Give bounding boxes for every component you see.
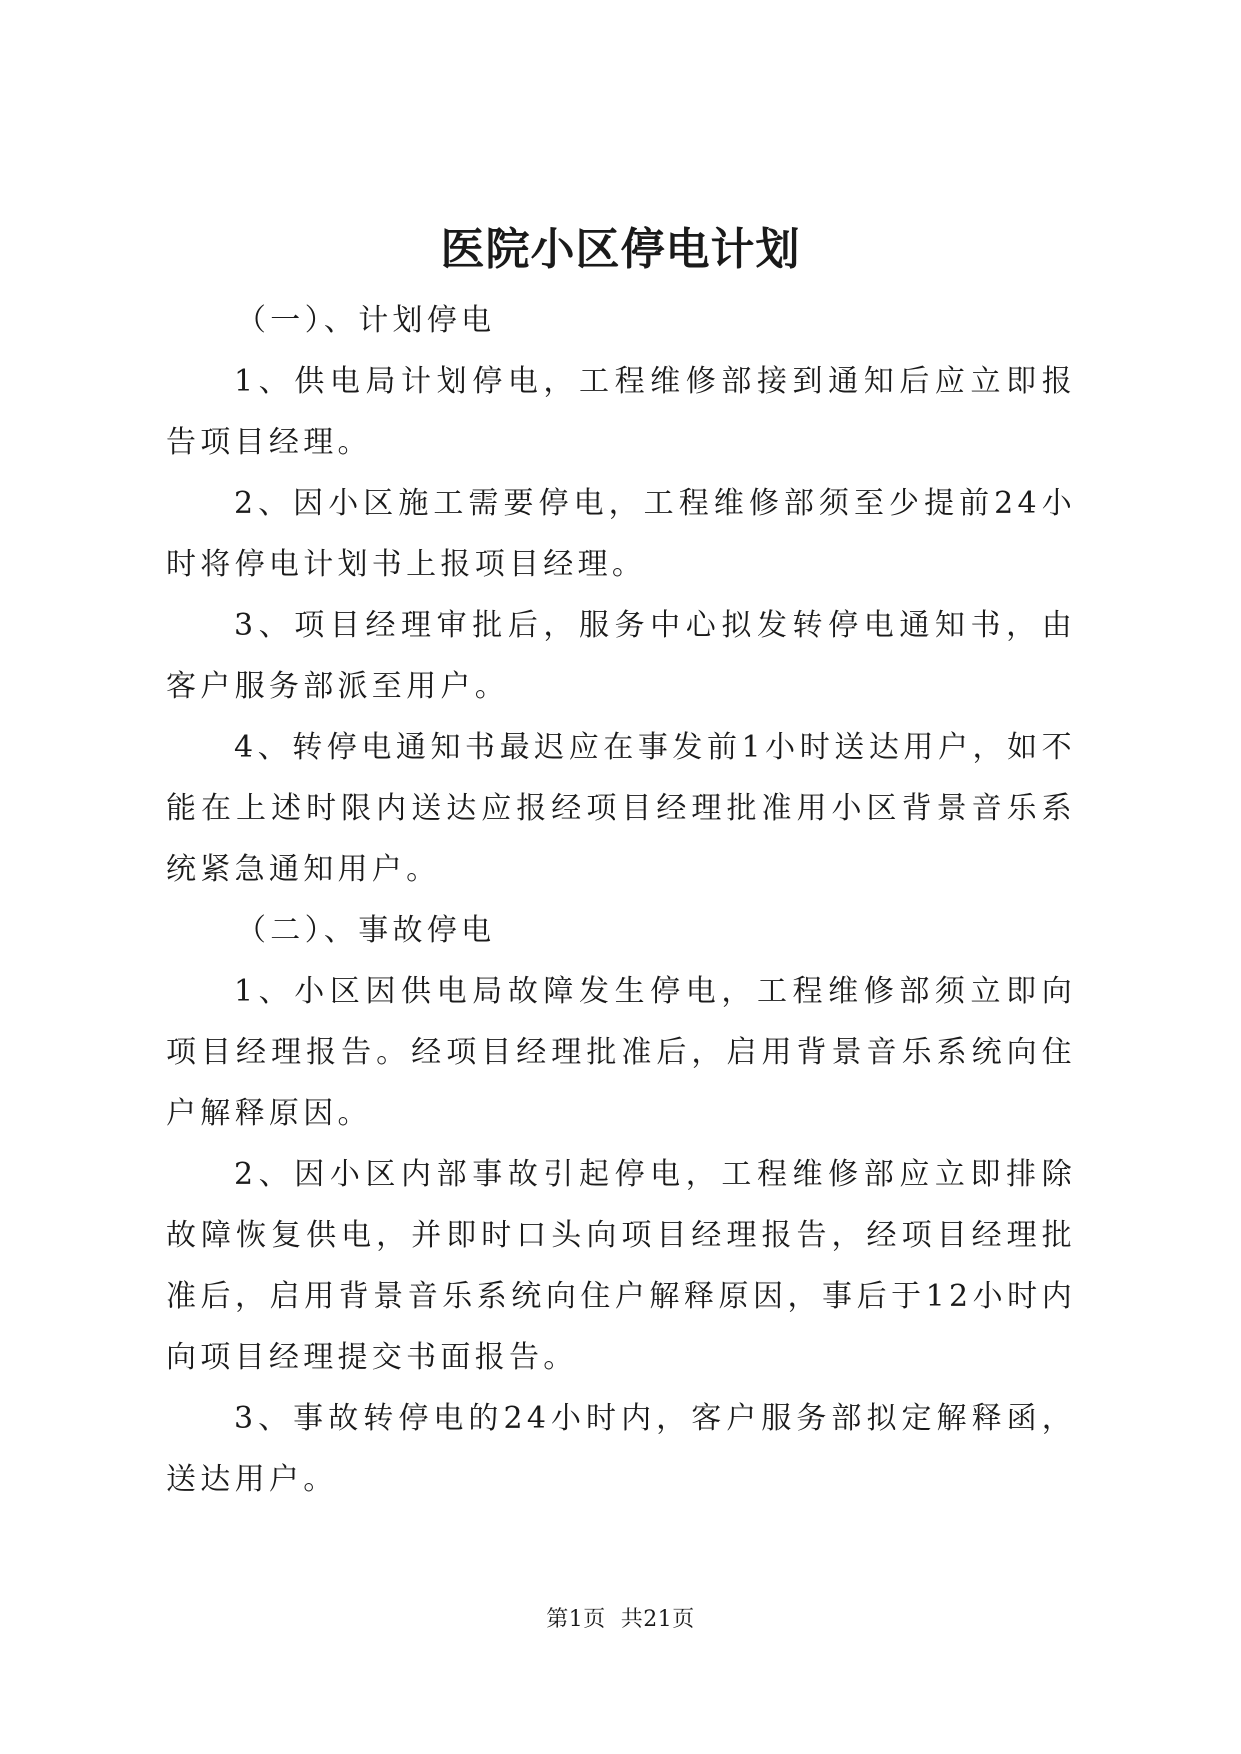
paragraph: 1、供电局计划停电，工程维修部接到通知后应立即报告项目经理。 — [166, 364, 1076, 460]
document-body — [166, 290, 1076, 1510]
section-heading-planned-outage: （一）、计划停电 — [236, 303, 496, 338]
paragraph: 2、因小区内部事故引起停电，工程维修部应立即排除故障恢复供电，并即时口头向项目经理报告，经项目经理批准后，启用背景音乐系统向住户解释原因，事后于12小时内向项目经理提交书面报告。 — [166, 1157, 1076, 1375]
paragraph: 2、因小区施工需要停电，工程维修部须至少提前24小时将停电计划书上报项目经理。 — [166, 486, 1076, 582]
page-footer — [0, 1605, 1241, 1635]
section-heading-accident-outage: （二）、事故停电 — [236, 913, 496, 948]
page-number: 第1页 共21页 — [546, 1607, 695, 1632]
paragraph: 3、项目经理审批后，服务中心拟发转停电通知书，由客户服务部派至用户。 — [166, 608, 1076, 704]
paragraph: 4、转停电通知书最迟应在事发前1小时送达用户，如不能在上述时限内送达应报经项目经理批准用小区背景音乐系统紧急通知用户。 — [166, 730, 1076, 887]
paragraph: 3、事故转停电的24小时内，客户服务部拟定解释函，送达用户。 — [166, 1401, 1076, 1497]
document-title: 医院小区停电计划 — [440, 224, 801, 275]
paragraph: 1、小区因供电局故障发生停电，工程维修部须立即向项目经理报告。经项目经理批准后，启用背景音乐系统向住户解释原因。 — [166, 974, 1076, 1131]
